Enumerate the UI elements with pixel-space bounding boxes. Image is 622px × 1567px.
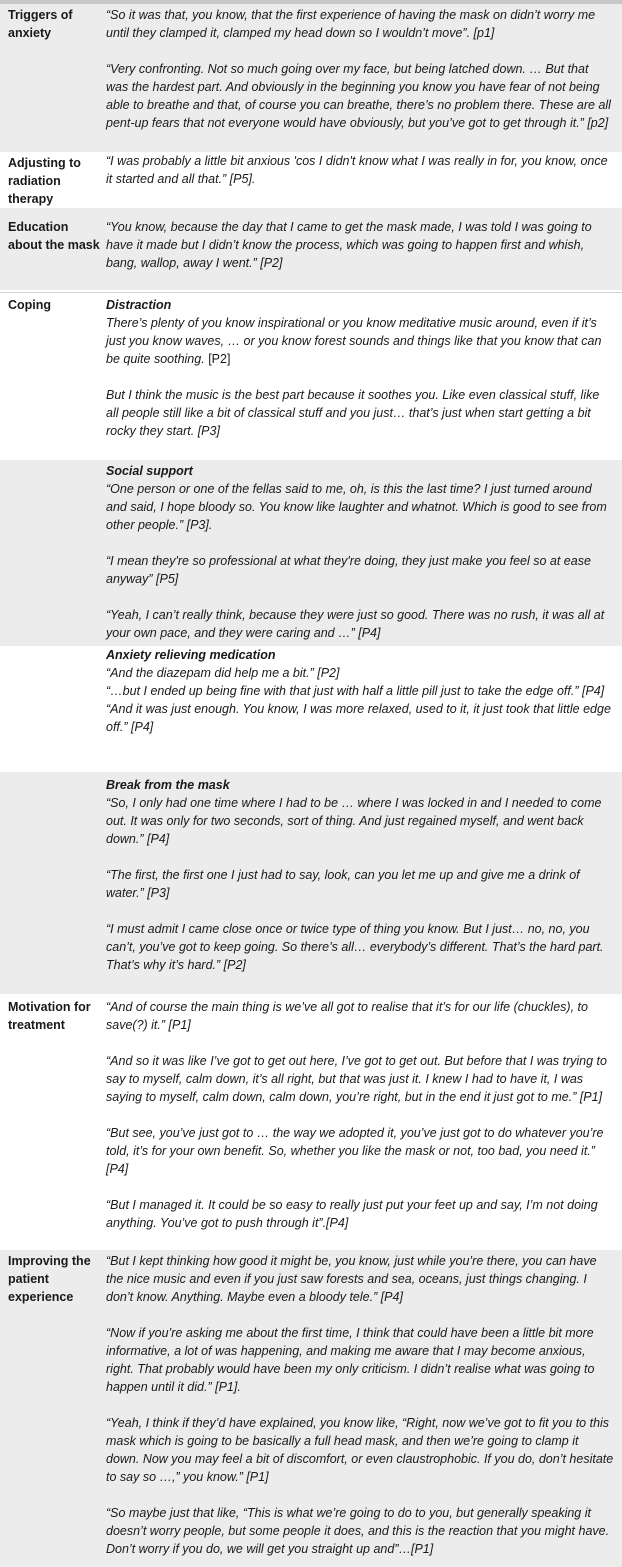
quote: “But I kept thinking how good it might be, you know, just while you’re there, you can have the nice music and even if you just saw forests and sea, oceans, just things changing. I don’t know. Anything. Maybe even a bloody tele.” [P4] bbox=[106, 1254, 597, 1304]
subtheme-title: Anxiety relieving medication bbox=[106, 648, 276, 662]
quote: “And so it was like I’ve got to get out here, I’ve got to get out. But before that I was trying to say to myself, calm down, it’s all right, but that was just it. I knew I had to have it, I was saying to myself, calm down, calm down, you’re right, but in the end it just got to me.” [P1] bbox=[106, 1054, 607, 1104]
quote: “I was probably a little bit anxious 'cos I didn't know what I was really in for, you know, once it started and all that.” [P5]. bbox=[106, 154, 608, 186]
quotes-block bbox=[0, 6, 622, 132]
quotes-block bbox=[0, 998, 622, 1232]
row-motivation-for-treatment bbox=[0, 996, 622, 1246]
quote: “…but I ended up being fine with that just with half a little pill just to take the edge off.” [P4] bbox=[106, 684, 605, 698]
quote: “You know, because the day that I came to get the mask made, I was told I was going to have it made but I didn’t know the process, which was going to happen first and whish, bang, wallop, away I went.” [P2] bbox=[106, 220, 592, 270]
quote: “But see, you’ve just got to … the way we adopted it, you’ve just got to do whatever you’re told, it’s for your own benefit. So, whether you like the mask or not, too bad, you need it.” [P4] bbox=[106, 1126, 604, 1176]
quote: “And of course the main thing is we’ve all got to realise that it’s for our life (chuckles), to save(?) it.” [P1] bbox=[106, 1000, 588, 1032]
row-triggers-of-anxiety bbox=[0, 4, 622, 152]
quote-text: There’s plenty of you know inspirational or you know meditative music around, even if it’s just you know waves, … or you know forest sounds and things like that you know that can be quite soothing. bbox=[106, 316, 602, 366]
subtheme-title: Break from the mask bbox=[106, 778, 230, 792]
theme-label: Adjusting to radiation therapy bbox=[8, 156, 81, 206]
quote bbox=[106, 314, 614, 368]
subtheme-title: Distraction bbox=[106, 298, 172, 312]
theme-label: Improving the patient experience bbox=[8, 1254, 91, 1304]
quote: But I think the music is the best part because it soothes you. Like even classical stuff, like all people still like a bit of classical stuff and you just… that’s just when start getting a bit rocky they start. [P3] bbox=[106, 388, 600, 438]
quotes-block bbox=[0, 218, 622, 272]
quote: “I must admit I came close once or twice type of thing you know. But I just… no, no, you can’t, you’ve got to keep going. So there’s all… everybody’s different. That’s the hard part. That’s why it’s hard.” [P2] bbox=[106, 922, 604, 972]
theme-label: Triggers of anxiety bbox=[8, 8, 73, 40]
subtheme-title: Social support bbox=[106, 464, 193, 478]
quote: “And the diazepam did help me a bit.” [P2] bbox=[106, 666, 340, 680]
row-divider bbox=[0, 292, 622, 293]
quotes-block bbox=[0, 152, 622, 188]
quote: “So maybe just that like, “This is what we’re going to do to you, but generally speaking it doesn’t worry people, but some people it does, and this is the reaction that you might have. Don’t worry if you do, we will get you straight up and”…[P1] bbox=[106, 1506, 610, 1556]
theme-label: Coping bbox=[8, 298, 52, 312]
subtheme-distraction bbox=[0, 296, 622, 440]
row-education-about-the-mask bbox=[0, 208, 622, 290]
quote: “Very confronting. Not so much going over my face, but being latched down. … But that was the hardest part. And obviously in the beginning you know you have fear of not being able to breathe and that, of course you can breathe, there’s no problem there. These are all pent-up fears that not everyone would have obviously, but you’ve got to get through it.” [p2] bbox=[106, 62, 611, 130]
quotes-block bbox=[0, 1252, 622, 1558]
theme-label: Motivation for treatment bbox=[8, 1000, 91, 1032]
row-improving-the-patient-experience bbox=[0, 1250, 622, 1567]
participant-ref: [P2] bbox=[208, 352, 231, 366]
theme-label: Education about the mask bbox=[8, 220, 100, 252]
quote: “But I managed it. It could be so easy to really just put your feet up and say, I’m not doing anything. You’ve got to push through it”.[P4] bbox=[106, 1198, 598, 1230]
quote: “And it was just enough. You know, I was more relaxed, used to it, it just took that little edge off.” [P4] bbox=[106, 702, 611, 734]
quote: “So, I only had one time where I had to be … where I was locked in and I needed to come out. It was only for two seconds, sort of thing. And just regained myself, and went back down.” [P4] bbox=[106, 796, 602, 846]
row-adjusting-to-radiation-therapy bbox=[0, 152, 622, 206]
quote: “I mean they're so professional at what they're doing, they just make you feel so at ease anyway” [P5] bbox=[106, 554, 591, 586]
quote: “So it was that, you know, that the first experience of having the mask on didn’t worry me until they clamped it, clamped my head down so I wouldn’t move”. [p1] bbox=[106, 8, 596, 40]
quote: “The first, the first one I just had to say, look, can you let me up and give me a drink of water.” [P3] bbox=[106, 868, 580, 900]
subtheme-anxiety-relieving-medication bbox=[0, 646, 622, 736]
quote: “One person or one of the fellas said to me, oh, is this the last time? I just turned around and said, I hope bloody so. You know like laughter and whatnot. Which is good to see from other people.” [P3]. bbox=[106, 482, 607, 532]
quote: “Now if you’re asking me about the first time, I think that could have been a little bit more informative, a lot of was happening, and making me aware that I may become anxious, right. That probably would have been my only criticism. I didn’t realise what was going to happen until it did.” [P1]. bbox=[106, 1326, 595, 1394]
quote: “Yeah, I can’t really think, because they were just so good. There was no rush, it was all at your own pace, and they were caring and …” [P4] bbox=[106, 608, 605, 640]
quote: “Yeah, I think if they’d have explained, you know like, “Right, now we’ve got to fit you to this mask which is going to be basically a full head mask, and then we’re going to clamp it down. Now you may feel a bit of discomfort, or even claustrophobic. If you do, don’t hesitate to say so …,” you know.” [P1] bbox=[106, 1416, 614, 1484]
subtheme-break-from-the-mask bbox=[0, 776, 622, 974]
subtheme-social-support bbox=[0, 462, 622, 642]
